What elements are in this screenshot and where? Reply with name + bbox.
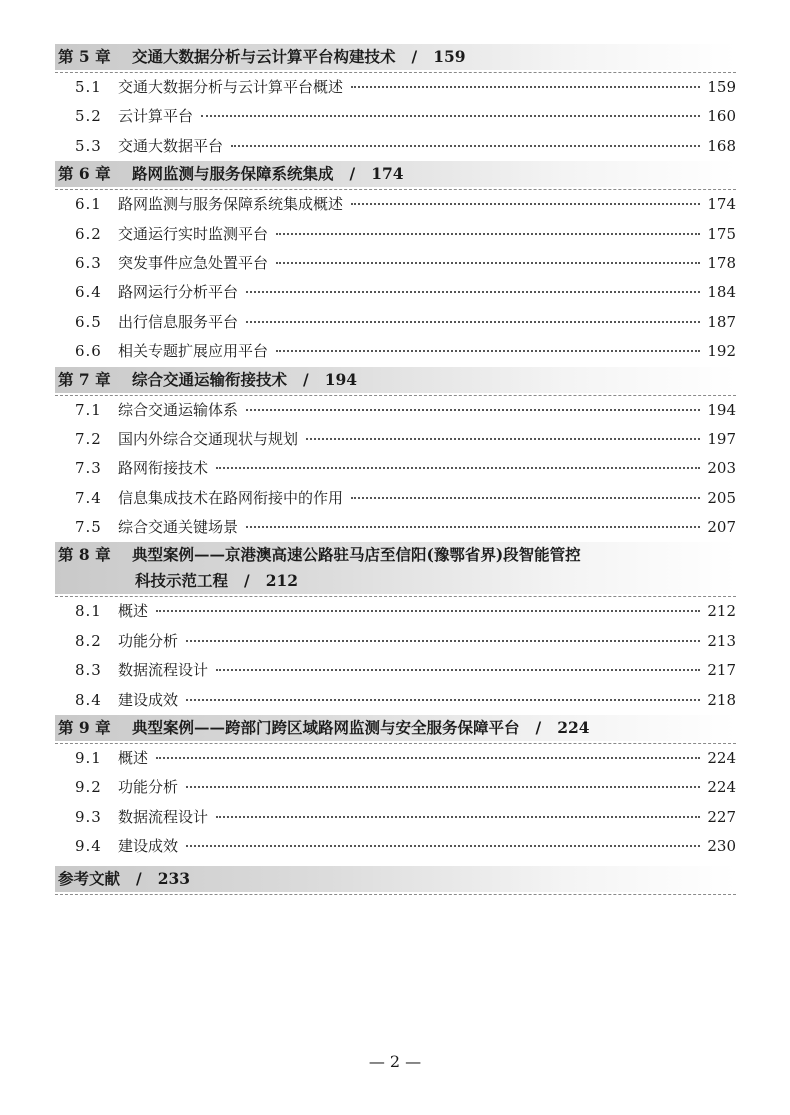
section-page: 159 bbox=[707, 78, 736, 96]
chapter-number: 第 9 章 bbox=[58, 718, 111, 738]
section-entry[interactable] bbox=[55, 278, 736, 307]
section-number: 9.3 bbox=[75, 807, 102, 826]
section-title: 功能分析 bbox=[118, 631, 179, 650]
section-number: 5.2 bbox=[75, 107, 102, 126]
dot-leader bbox=[201, 114, 700, 117]
section-page: 168 bbox=[707, 136, 736, 155]
section-number: 5.3 bbox=[75, 136, 102, 155]
section-title: 综合交通运输体系 bbox=[118, 400, 239, 419]
section-title: 路网衔接技术 bbox=[118, 459, 209, 478]
section-number: 7.3 bbox=[75, 459, 102, 478]
section-list bbox=[55, 70, 736, 161]
dot-leader bbox=[216, 815, 700, 818]
section-number: 6.3 bbox=[75, 253, 102, 272]
section-page: 227 bbox=[707, 807, 736, 826]
dot-leader bbox=[216, 466, 700, 469]
chapter-block bbox=[55, 715, 736, 862]
section-page: 194 bbox=[707, 400, 736, 419]
section-number: 8.4 bbox=[75, 690, 102, 709]
chapter-separator: / bbox=[303, 369, 309, 389]
section-entry[interactable] bbox=[55, 190, 736, 219]
chapter-page: 224 bbox=[557, 718, 590, 738]
dot-leader bbox=[276, 261, 700, 264]
section-page: 175 bbox=[707, 224, 736, 243]
section-entry[interactable] bbox=[55, 832, 736, 861]
chapter-title-text: 路网监测与服务保障系统集成 bbox=[132, 164, 334, 184]
section-number: 7.1 bbox=[75, 400, 102, 419]
section-page: 197 bbox=[707, 429, 736, 448]
section-list bbox=[55, 594, 736, 715]
dot-leader bbox=[351, 496, 700, 499]
section-entry[interactable] bbox=[55, 484, 736, 513]
dot-leader bbox=[246, 320, 700, 323]
section-title: 数据流程设计 bbox=[118, 661, 209, 680]
section-page: 217 bbox=[707, 661, 736, 680]
section-number: 6.2 bbox=[75, 224, 102, 243]
section-title: 建设成效 bbox=[118, 690, 179, 709]
dot-leader bbox=[276, 349, 700, 352]
dot-leader bbox=[246, 525, 700, 528]
chapter-heading[interactable] bbox=[55, 367, 736, 393]
dot-leader bbox=[216, 668, 700, 671]
section-entry[interactable] bbox=[55, 803, 736, 832]
chapter-number: 第 8 章 bbox=[58, 545, 111, 565]
section-title: 交通大数据分析与云计算平台概述 bbox=[118, 78, 344, 96]
dot-leader bbox=[186, 639, 700, 642]
chapter-page: 212 bbox=[265, 571, 299, 591]
section-title: 概述 bbox=[118, 749, 149, 768]
section-entry[interactable] bbox=[55, 686, 736, 715]
chapter-number: 第 5 章 bbox=[58, 47, 111, 66]
section-title: 国内外综合交通现状与规划 bbox=[118, 429, 299, 448]
chapter-title-text: 典型案例——跨部门跨区域路网监测与安全服务保障平台 bbox=[132, 718, 520, 738]
page-number: — 2 — bbox=[368, 1052, 422, 1071]
dot-leader bbox=[246, 290, 700, 293]
section-entry[interactable] bbox=[55, 425, 736, 454]
section-list bbox=[55, 741, 736, 862]
section-title: 功能分析 bbox=[118, 778, 179, 797]
section-list bbox=[55, 393, 736, 543]
dot-leader bbox=[276, 232, 700, 235]
section-entry[interactable] bbox=[55, 513, 736, 542]
section-number: 8.3 bbox=[75, 661, 102, 680]
dot-leader bbox=[186, 698, 700, 701]
section-title: 出行信息服务平台 bbox=[118, 312, 239, 331]
section-page: 213 bbox=[707, 631, 736, 650]
dot-leader bbox=[156, 756, 700, 759]
section-number: 7.4 bbox=[75, 488, 102, 507]
section-title: 交通运行实时监测平台 bbox=[118, 224, 269, 243]
section-number: 8.2 bbox=[75, 631, 102, 650]
section-entry[interactable] bbox=[55, 337, 736, 366]
section-page: 203 bbox=[707, 459, 736, 478]
references-page: 233 bbox=[157, 868, 191, 888]
dot-leader bbox=[246, 408, 700, 411]
chapter-block bbox=[55, 161, 736, 366]
section-number: 9.1 bbox=[75, 749, 102, 768]
section-entry[interactable] bbox=[55, 454, 736, 483]
section-title: 路网运行分析平台 bbox=[118, 283, 239, 302]
section-entry[interactable] bbox=[55, 744, 736, 773]
dot-leader bbox=[231, 144, 700, 147]
section-page: 205 bbox=[707, 488, 736, 507]
chapter-block bbox=[55, 542, 736, 715]
chapter-title-text: 交通大数据分析与云计算平台构建技术 bbox=[132, 47, 396, 66]
section-title: 信息集成技术在路网衔接中的作用 bbox=[118, 488, 344, 507]
references-heading[interactable] bbox=[55, 866, 736, 892]
section-entry[interactable] bbox=[55, 132, 736, 161]
dot-leader bbox=[186, 844, 700, 847]
section-page: 174 bbox=[707, 195, 736, 214]
section-number: 7.5 bbox=[75, 518, 102, 537]
chapter-separator: / bbox=[535, 718, 542, 738]
section-title: 突发事件应急处置平台 bbox=[118, 253, 269, 272]
section-page: 207 bbox=[707, 518, 736, 537]
chapter-block bbox=[55, 367, 736, 543]
chapter-page: 159 bbox=[433, 47, 466, 66]
chapter-title-continuation: 科技示范工程 bbox=[135, 571, 229, 591]
section-page: 218 bbox=[707, 690, 736, 709]
chapter-number: 第 7 章 bbox=[58, 369, 111, 389]
dot-leader bbox=[156, 609, 700, 612]
chapter-separator: / bbox=[244, 571, 250, 591]
chapter-title-line2 bbox=[58, 568, 736, 594]
section-entry[interactable] bbox=[55, 627, 736, 656]
section-entry[interactable] bbox=[55, 220, 736, 249]
section-number: 9.4 bbox=[75, 837, 102, 856]
chapter-title-text: 典型案例——京港澳高速公路驻马店至信阳(豫鄂省界)段智能管控 bbox=[132, 545, 581, 565]
section-number: 6.4 bbox=[75, 283, 102, 302]
chapter-heading[interactable] bbox=[55, 161, 736, 187]
section-page: 187 bbox=[707, 312, 736, 331]
section-page: 230 bbox=[707, 837, 736, 856]
chapter-heading[interactable] bbox=[55, 542, 736, 594]
dot-leader bbox=[351, 202, 700, 205]
section-number: 6.5 bbox=[75, 312, 102, 331]
table-of-contents bbox=[55, 44, 736, 892]
chapter-separator: / bbox=[411, 47, 418, 66]
chapter-separator: / bbox=[349, 164, 356, 184]
section-entry[interactable] bbox=[55, 656, 736, 685]
section-page: 224 bbox=[707, 749, 736, 768]
chapter-page: 174 bbox=[371, 164, 404, 184]
section-page: 178 bbox=[707, 253, 736, 272]
chapter-number: 第 6 章 bbox=[58, 164, 111, 184]
section-title: 云计算平台 bbox=[118, 107, 194, 126]
section-number: 8.1 bbox=[75, 602, 102, 621]
chapter-heading[interactable] bbox=[55, 44, 736, 70]
section-title: 建设成效 bbox=[118, 837, 179, 856]
section-page: 160 bbox=[707, 107, 736, 126]
section-page: 192 bbox=[707, 342, 736, 361]
chapter-title-line1 bbox=[58, 545, 581, 564]
section-title: 概述 bbox=[118, 602, 149, 621]
references-title: 参考文献 bbox=[58, 868, 121, 888]
dot-leader bbox=[186, 785, 700, 788]
dot-leader bbox=[306, 437, 700, 440]
chapter-heading[interactable] bbox=[55, 715, 736, 741]
section-number: 6.1 bbox=[75, 195, 102, 214]
section-title: 综合交通关键场景 bbox=[118, 518, 239, 537]
references-separator: / bbox=[136, 868, 142, 888]
chapter-page: 194 bbox=[324, 369, 358, 389]
section-page: 212 bbox=[707, 602, 736, 621]
dot-leader bbox=[351, 85, 700, 88]
section-number: 9.2 bbox=[75, 778, 102, 797]
section-number: 5.1 bbox=[75, 78, 102, 96]
section-entry[interactable] bbox=[55, 102, 736, 131]
section-list bbox=[55, 187, 736, 366]
section-page: 224 bbox=[707, 778, 736, 797]
section-entry[interactable] bbox=[55, 396, 736, 425]
section-entry[interactable] bbox=[55, 73, 736, 102]
section-title: 路网监测与服务保障系统集成概述 bbox=[118, 195, 344, 214]
section-entry[interactable] bbox=[55, 597, 736, 626]
section-entry[interactable] bbox=[55, 308, 736, 337]
section-title: 交通大数据平台 bbox=[118, 136, 224, 155]
section-title: 数据流程设计 bbox=[118, 807, 209, 826]
section-number: 6.6 bbox=[75, 342, 102, 361]
section-title: 相关专题扩展应用平台 bbox=[118, 342, 269, 361]
section-page: 184 bbox=[707, 283, 736, 302]
section-number: 7.2 bbox=[75, 429, 102, 448]
chapter-title-text: 综合交通运输衔接技术 bbox=[132, 369, 288, 389]
section-entry[interactable] bbox=[55, 773, 736, 802]
section-entry[interactable] bbox=[55, 249, 736, 278]
chapter-block bbox=[55, 44, 736, 161]
